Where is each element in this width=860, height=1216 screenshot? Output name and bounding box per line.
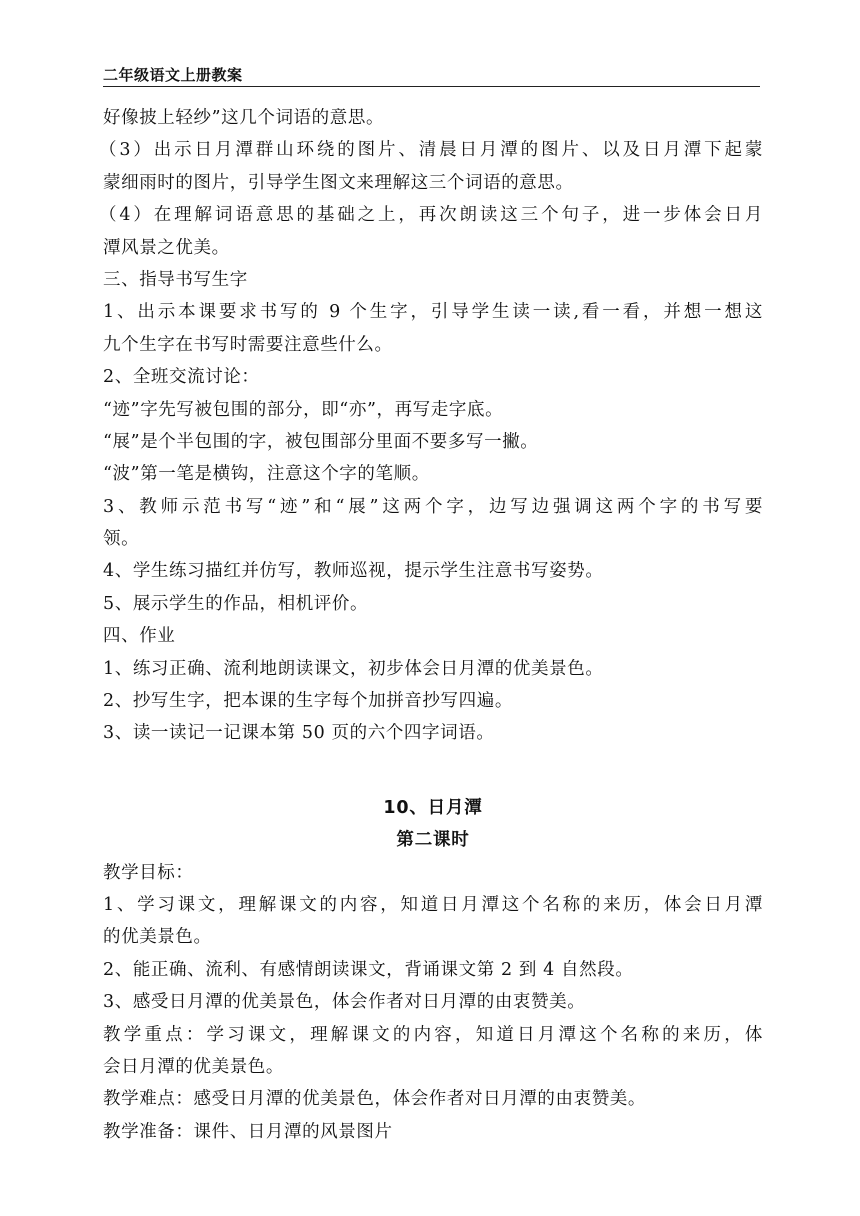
text-line: 2、抄写生字，把本课的生字每个加拼音抄写四遍。 — [103, 691, 513, 712]
text-line: “迹”字先写被包围的部分，即“亦”，再写走字底。 — [103, 399, 504, 420]
text-line: 3、感受日月潭的优美景色，体会作者对日月潭的由衷赞美。 — [103, 992, 586, 1013]
text-line: 1、学习课文，理解课文的内容，知道日月潭这个名称的来历，体会日月潭 — [103, 894, 763, 915]
text-line: 教学重点：学习课文，理解课文的内容，知道日月潭这个名称的来历，体 — [103, 1024, 763, 1045]
section-heading: 四、作业 — [103, 626, 176, 647]
text-line: 领。 — [103, 529, 140, 550]
document-body — [99, 102, 763, 1148]
text-line: 5、展示学生的作品，相机评价。 — [103, 593, 369, 614]
lesson-title: 10、日月潭 — [383, 797, 483, 818]
text-line: （3）出示日月潭群山环绕的图片、清晨日月潭的图片、以及日月潭下起蒙 — [99, 140, 763, 161]
text-line: 教学难点：感受日月潭的优美景色，体会作者对日月潭的由衷赞美。 — [103, 1089, 646, 1110]
text-line: 潭风景之优美。 — [103, 237, 230, 258]
text-line: 教学准备：课件、日月潭的风景图片 — [103, 1121, 393, 1142]
page-header — [103, 62, 760, 87]
text-line: 3、读一读记一记课本第 50 页的六个四字词语。 — [103, 723, 495, 744]
header-title: 二年级语文上册教案 — [103, 66, 243, 84]
text-line: 4、学生练习描红并仿写，教师巡视，提示学生注意书写姿势。 — [103, 561, 604, 582]
text-line: 会日月潭的优美景色。 — [103, 1056, 284, 1077]
text-line: 蒙细雨时的图片，引导学生图文来理解这三个词语的意思。 — [103, 172, 574, 193]
spacer — [103, 750, 763, 792]
text-line: 3、教师示范书写“迹”和“展”这两个字，边写边强调这两个字的书写要 — [103, 496, 763, 517]
text-line: （4）在理解词语意思的基础之上，再次朗读这三个句子，进一步体会日月 — [99, 205, 763, 226]
text-line: 九个生字在书写时需要注意些什么。 — [103, 334, 393, 355]
text-line: 1、练习正确、流利地朗读课文，初步体会日月潭的优美景色。 — [103, 658, 604, 679]
text-line: 好像披上轻纱”这几个词语的意思。 — [103, 108, 385, 128]
text-line: 2、能正确、流利、有感情朗读课文，背诵课文第 2 到 4 自然段。 — [103, 959, 634, 980]
text-line: 1、出示本课要求书写的 9 个生字，引导学生读一读,看一看，并想一想这 — [103, 302, 763, 323]
lesson-subtitle: 第二课时 — [396, 830, 470, 851]
text-line: 的优美景色。 — [103, 927, 212, 948]
text-line: 2、全班交流讨论： — [103, 367, 260, 388]
text-line: “展”是个半包围的字，被包围部分里面不要多写一撇。 — [103, 431, 539, 452]
text-line: 教学目标： — [103, 862, 194, 883]
text-line: “波”第一笔是横钩，注意这个字的笔顺。 — [103, 464, 430, 485]
section-heading: 三、指导书写生字 — [103, 269, 248, 290]
